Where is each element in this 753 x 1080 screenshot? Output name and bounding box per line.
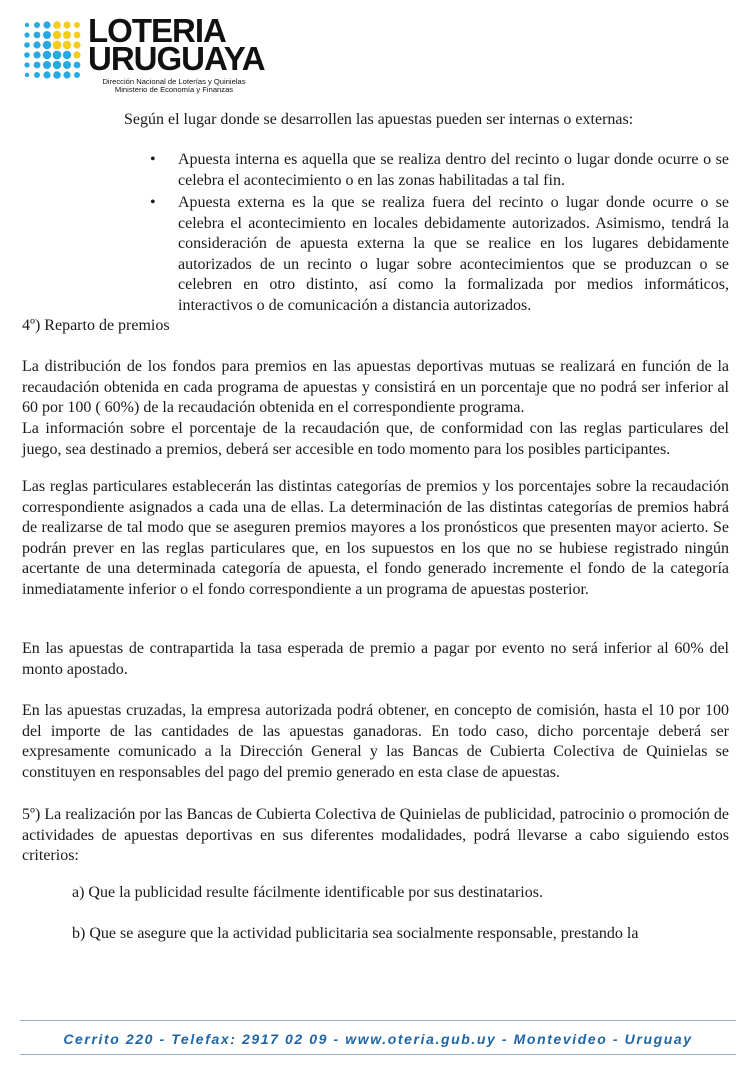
section4-paragraph-5: En las apuestas cruzadas, la empresa autorizada podrá obtener, en concepto de comisión, hasta el 10 por 100 del importe de las cantidades de las apuestas ganadoras. En todo caso, dicho porcentaje deberá ser expresamente comunicado a la Dirección General y las Bancas de Cubierta Colectiva de Quinielas se constituyen en responsables del pago del premio generado en esta clase de apuestas. — [22, 702, 729, 781]
logo-dot — [63, 51, 71, 59]
section4-paragraph-4: En las apuestas de contrapartida la tasa esperada de premio a pagar por evento no será inferior al 60% del monto apostado. — [22, 640, 729, 678]
logo-dot — [74, 72, 80, 78]
logo-dot — [43, 41, 51, 49]
logo-dot — [43, 31, 51, 39]
logo-dot — [53, 51, 62, 60]
bullet-symbol: • — [150, 194, 156, 211]
item-b: b) Que se asegure que la actividad publicitaria sea socialmente responsable, prestando la — [72, 925, 639, 942]
logo-dot — [24, 52, 30, 58]
logo-dot — [53, 41, 62, 50]
logo — [22, 12, 265, 94]
logo-dot — [43, 51, 51, 59]
logo-dot — [25, 23, 29, 27]
logo-dot — [34, 62, 41, 69]
logo-dot — [63, 31, 71, 39]
section5-paragraph: 5º) La realización por las Bancas de Cubierta Colectiva de Quinielas de publicidad, patrocinio o promoción de actividades de apuestas deportivas en sus diferentes modalidades, podrá llevarse a cabo siguiendo estos criterios: — [22, 806, 729, 865]
logo-dot — [43, 21, 50, 28]
logo-dot — [74, 22, 80, 28]
logo-dots-icon — [22, 20, 82, 80]
bullet-internal: Apuesta interna es aquella que se realiza dentro del recinto o lugar donde ocurre o se celebra el acontecimiento o en las zonas habilitadas a tal fin. — [178, 151, 729, 189]
logo-dot — [43, 61, 51, 69]
logo-dot — [63, 71, 70, 78]
logo-dot — [74, 32, 81, 39]
logo-dot — [33, 41, 40, 48]
logo-dot — [33, 51, 40, 58]
logo-subtitle-2: Ministerio de Economía y Finanzas — [114, 85, 234, 94]
logo-dot — [63, 41, 71, 49]
bullet-symbol: • — [150, 151, 156, 168]
logo-dot — [53, 71, 61, 79]
logo-dot — [24, 62, 29, 67]
logo-dot — [24, 32, 29, 37]
logo-dot — [53, 31, 61, 39]
logo-dot — [63, 21, 70, 28]
logo-title-line2: URUGUAYA — [88, 40, 265, 77]
footer-rule-bottom — [20, 1054, 736, 1055]
logo-title-line1: LOTERIA — [88, 12, 226, 49]
logo-dot — [74, 62, 81, 69]
section4-heading: 4º) Reparto de premios — [22, 317, 170, 334]
logo-dot — [34, 22, 40, 28]
item-a: a) Que la publicidad resulte fácilmente identificable por sus destinatarios. — [72, 884, 543, 901]
logo-dot — [25, 73, 29, 77]
footer-rule — [20, 1020, 736, 1021]
logo-dot — [34, 32, 41, 39]
logo-dot — [24, 42, 30, 48]
section4-paragraph-1: La distribución de los fondos para premios en las apuestas deportivas mutuas se realizará en función de la recaudación obtenida en cada programa de apuestas y consistirá en un porcentaje que no podrá ser inferior al 60 por 100 ( 60%) de la recaudación obtenida en el correspondiente programa. — [22, 358, 729, 417]
logo-dot — [63, 61, 71, 69]
logo-dot — [43, 71, 50, 78]
section4-paragraph-3: Las reglas particulares establecerán las distintas categorías de premios y los porcentajes sobre la recaudación correspondiente asignados a cada una de ellas. La determinación de las distintas categorías de premios habrá de realizarse de tal modo que se aseguren premios mayores a los pronósticos que presenten mayor acierto. Se podrán prever en las reglas particulares que, en los supuestos en los que no se hubiese registrado ningún acertante de una determinada categoría de apuesta, el fondo generado incremente el fondo de la categoría inmediatamente inferior o el fondo correspondiente a un programa de apuestas posterior. — [22, 478, 729, 598]
logo-dot — [53, 61, 61, 69]
logo-dot — [34, 72, 40, 78]
logo-dot — [73, 41, 80, 48]
intro-text: Según el lugar donde se desarrollen las apuestas pueden ser internas o externas: — [124, 111, 634, 128]
logo-subtitle-1: Dirección Nacional de Loterías y Quinielas — [102, 77, 246, 86]
section4-paragraph-2: La información sobre el porcentaje de la recaudación que, de conformidad con las reglas particulares del juego, sea destinado a premios, deberá ser accesible en todo momento para los posibles participantes. — [22, 420, 729, 458]
logo-dot — [53, 21, 61, 29]
footer-contact: Cerrito 220 - Telefax: 2917 02 09 - www.oteria.gub.uy - Montevideo - Uruguay — [63, 1031, 693, 1047]
bullet-external: Apuesta externa es la que se realiza fuera del recinto o lugar donde ocurre o se celebra el acontecimiento en locales debidamente autorizados. Asimismo, tendrá la consideración de apuesta externa la que se realice en los lugares debidamente autorizados de un recinto o lugar sobre acontecimientos que se produzcan o se celebren en otro distinto, así como la formalizada por medios informáticos, interactivos o de comunicación a distancia autorizados. — [178, 194, 729, 314]
logo-dot — [73, 51, 80, 58]
